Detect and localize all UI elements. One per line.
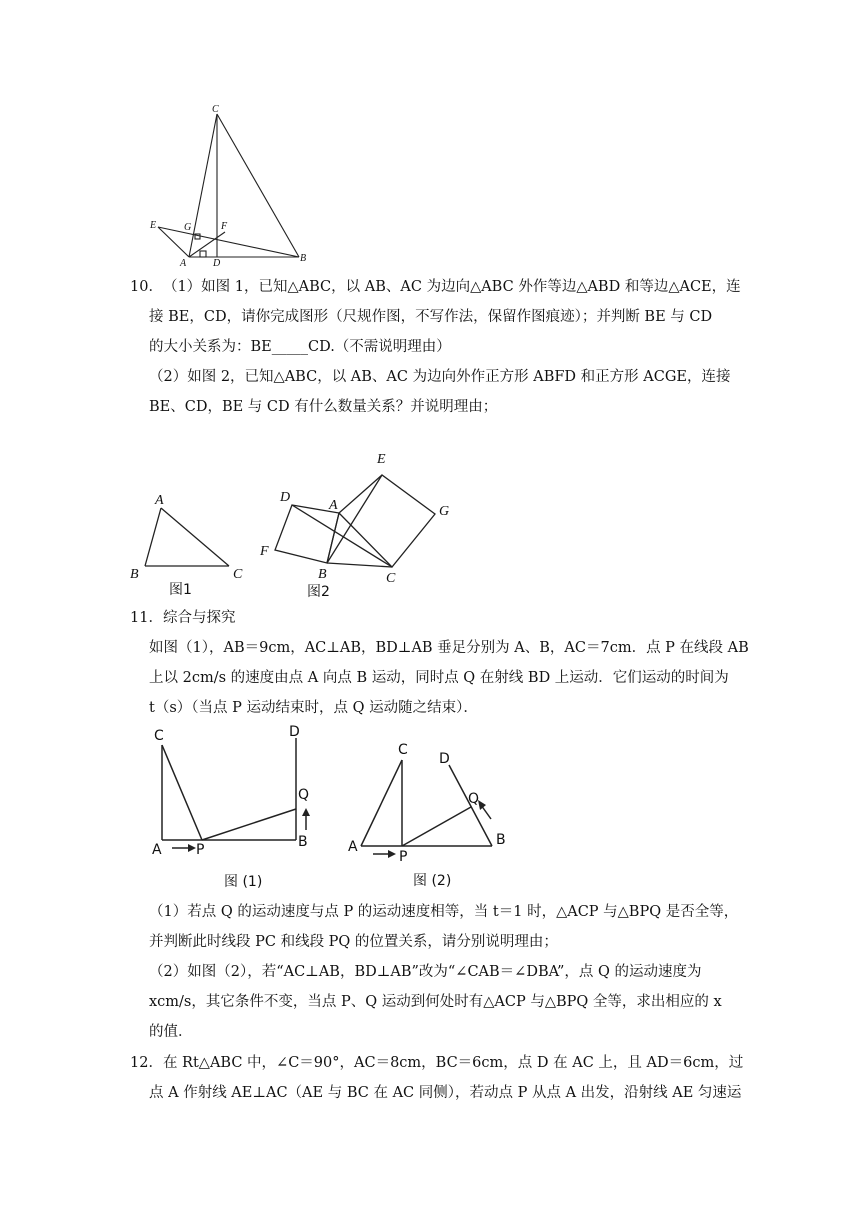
label-A: A (348, 839, 358, 855)
q10-line-4: （2）如图 2，已知△ABC，以 AB、AC 为边向外作正方形 ABFD 和正方形 ACGE，连接 (149, 369, 731, 385)
label-F: F (221, 221, 228, 232)
label-F: F (260, 544, 269, 559)
label-D: D (213, 258, 221, 268)
q11-figure-2 (343, 735, 523, 895)
q11-sub-line-3: （2）如图（2），若“AC⊥AB，BD⊥AB”改为“∠CAB＝∠DBA”，点 Q 的运动速度为 (149, 964, 702, 980)
question-11-parts (149, 897, 738, 1047)
label-A: A (152, 842, 162, 858)
label-D: D (280, 490, 291, 505)
figure-caption: 图 (1) (224, 874, 263, 890)
q11-sub-line-4: xcm/s，其它条件不变，当点 P、Q 运动到何处时有△ACP 与△BPQ 全等，求出相应的 x (149, 994, 722, 1010)
question-number: 10． (130, 279, 163, 295)
q11-line-1: 如图（1），AB＝9cm，AC⊥AB，BD⊥AB 垂足分别为 A、B，AC＝7cm．点 P 在线段 AB (149, 640, 749, 656)
label-A: A (180, 258, 187, 268)
label-B: B (496, 832, 506, 848)
q10-line-3: 的大小关系为：BE_____CD.（不需说明理由） (149, 339, 451, 355)
figure-caption: 图1 (169, 582, 192, 598)
label-E: E (377, 452, 386, 467)
question-number: 11． (130, 610, 163, 626)
label-B: B (130, 567, 139, 582)
q10-figure-1 (125, 488, 255, 600)
question-12 (130, 1048, 743, 1108)
label-C: C (398, 742, 408, 758)
label-C: C (212, 104, 219, 115)
q12-line-1: 12．在 Rt△ABC 中，∠C＝90°，AC＝8cm，BC＝6cm，点 D 在 AC 上，且 AD＝6cm，过 (130, 1048, 743, 1078)
q11-sub-line-1: （1）若点 Q 的运动速度与点 P 的运动速度相等，当 t＝1 时，△ACP 与△BPQ 是否全等， (149, 904, 739, 920)
label-C: C (233, 567, 243, 582)
label-A: A (155, 493, 164, 508)
label-B: B (298, 834, 308, 850)
label-B: B (300, 253, 307, 264)
question-10 (130, 272, 741, 422)
label-D: D (289, 724, 300, 740)
label-D: D (439, 751, 450, 767)
label-A: A (329, 498, 338, 513)
q10-figure-2 (255, 445, 465, 603)
q11-sub-line-5: 的值． (149, 1024, 193, 1040)
label-Q: Q (298, 787, 310, 803)
q12-line-2: 点 A 作射线 AE⊥AC（AE 与 BC 在 AC 同侧），若动点 P 从点 A 出发，沿射线 AE 匀速运 (149, 1085, 742, 1101)
figure-top-triangle (140, 98, 320, 268)
label-C: C (386, 571, 396, 586)
label-G: G (184, 222, 192, 233)
label-G: G (439, 504, 450, 519)
q11-title-line (130, 603, 749, 633)
label-P: P (196, 842, 205, 858)
label-B: B (318, 567, 327, 582)
q11-line-2: 上以 2cm/s 的速度由点 A 向点 B 运动，同时点 Q 在射线 BD 上运动．它们运动的时间为 (149, 670, 729, 686)
label-Q: Q (468, 791, 480, 807)
q10-line-5: BE、CD，BE 与 CD 有什么数量关系？并说明理由； (149, 399, 498, 415)
q10-line-1: 10．（1）如图 1，已知△ABC，以 AB、AC 为边向△ABC 外作等边△ABD 和等边△ACE，连 (130, 272, 741, 302)
label-P: P (399, 849, 408, 865)
question-number: 12． (130, 1055, 163, 1071)
q11-title: 综合与探究 (162, 610, 236, 626)
figure-caption: 图 (2) (413, 873, 452, 889)
q11-sub-line-2: 并判断此时线段 PC 和线段 PQ 的位置关系，请分别说明理由； (149, 934, 558, 950)
q11-figure-1 (148, 720, 328, 895)
q11-line-3: t（s）（当点 P 运动结束时，点 Q 运动随之结束）． (149, 700, 478, 716)
q10-line-2: 接 BE，CD，请你完成图形（尺规作图，不写作法，保留作图痕迹）；并判断 BE 与 CD (149, 309, 713, 325)
figure-caption: 图2 (307, 584, 330, 600)
label-E: E (150, 220, 157, 231)
question-11 (130, 603, 749, 723)
label-C: C (154, 728, 164, 744)
